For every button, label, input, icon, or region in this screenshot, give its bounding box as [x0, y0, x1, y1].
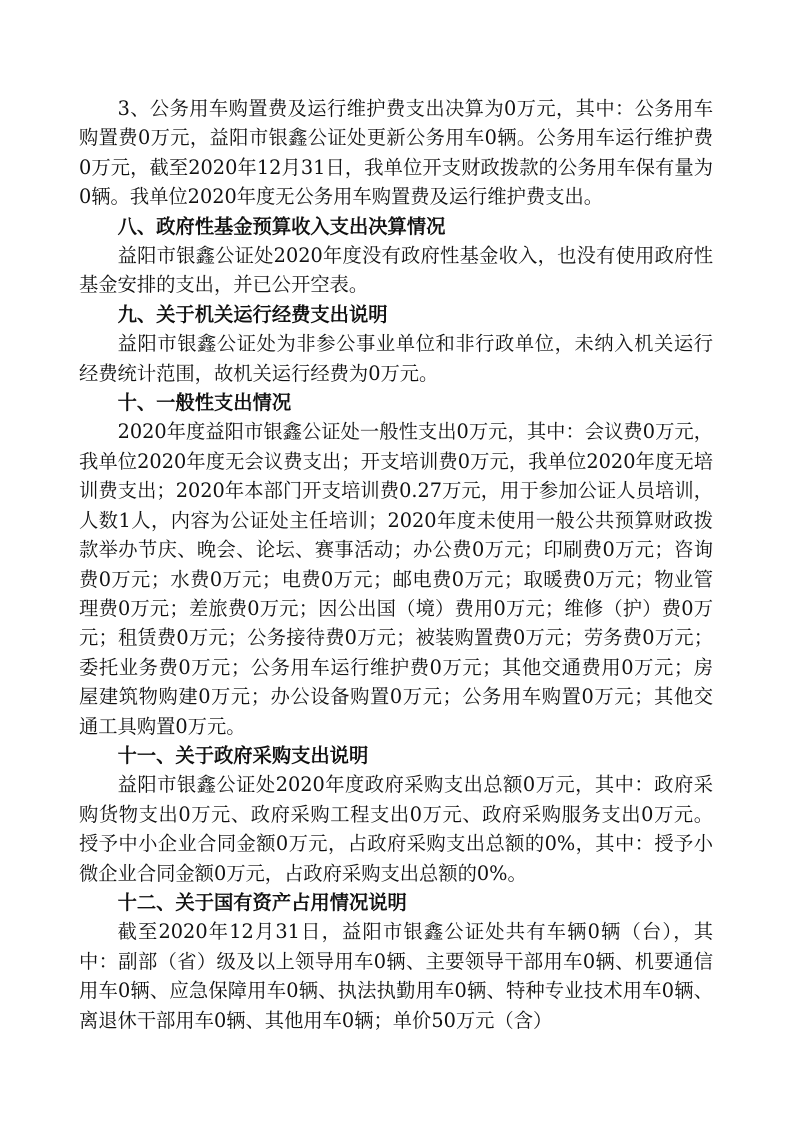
heading-procurement: 十一、关于政府采购支出说明	[117, 743, 369, 767]
paragraph-operating-expense: 益阳市银鑫公证处为非参公事业单位和非行政单位，未纳入机关运行经费统计范围，故机关运行经费为0万元。	[79, 332, 713, 385]
heading-operating-expense: 九、关于机关运行经费支出说明	[117, 302, 388, 326]
paragraph-general-expense: 2020年度益阳市银鑫公证处一般性支出0万元，其中：会议费0万元，我单位2020年度无会议费支出；开支培训费0万元，我单位2020年度无培训费支出；2020年本部门开支培训费0.27万元，用于参加公证人员培训，人数1人，内容为公证处主任培训；2020年度未使用一般公共预算财政拨款举办节庆、晚会、论坛、赛事活动；办公费0万元；印刷费0万元；咨询费0万元；水费0万元；电费0万元；邮电费0万元；取暖费0万元；物业管理费0万元；差旅费0万元；因公出国（境）费用0万元；维修（护）费0万元；租赁费0万元；公务接待费0万元；被装购置费0万元；劳务费0万元；委托业务费0万元；公务用车运行维护费0万元；其他交通费用0万元；房屋建筑物购建0万元；办公设备购置0万元；公务用车购置0万元；其他交通工具购置0万元。	[79, 420, 713, 738]
heading-government-fund: 八、政府性基金预算收入支出决算情况	[117, 214, 446, 238]
paragraph-government-fund: 益阳市银鑫公证处2020年度没有政府性基金收入，也没有使用政府性基金安排的支出，并已公开空表。	[79, 244, 713, 297]
paragraph-vehicle-expense: 3、公务用车购置费及运行维护费支出决算为0万元，其中：公务用车购置费0万元，益阳市银鑫公证处更新公务用车0辆。公务用车运行维护费0万元，截至2020年12月31日，我单位开支财政拨款的公务用车保有量为0辆。我单位2020年度无公务用车购置费及运行维护费支出。	[79, 97, 713, 209]
paragraph-procurement: 益阳市银鑫公证处2020年度政府采购支出总额0万元，其中：政府采购货物支出0万元、政府采购工程支出0万元、政府采购服务支出0万元。授予中小企业合同金额0万元，占政府采购支出总额的0%，其中：授予小微企业合同金额0万元，占政府采购支出总额的0%。	[79, 773, 713, 885]
heading-state-assets: 十二、关于国有资产占用情况说明	[117, 890, 407, 914]
paragraph-state-assets: 截至2020年12月31日，益阳市银鑫公证处共有车辆0辆（台），其中：副部（省）级及以上领导用车0辆、主要领导干部用车0辆、机要通信用车0辆、应急保障用车0辆、执法执勤用车0辆、特种专业技术用车0辆、离退休干部用车0辆、其他用车0辆；单价50万元（含）	[79, 920, 713, 1032]
heading-general-expense: 十、一般性支出情况	[117, 391, 292, 415]
document-body	[79, 94, 713, 1035]
